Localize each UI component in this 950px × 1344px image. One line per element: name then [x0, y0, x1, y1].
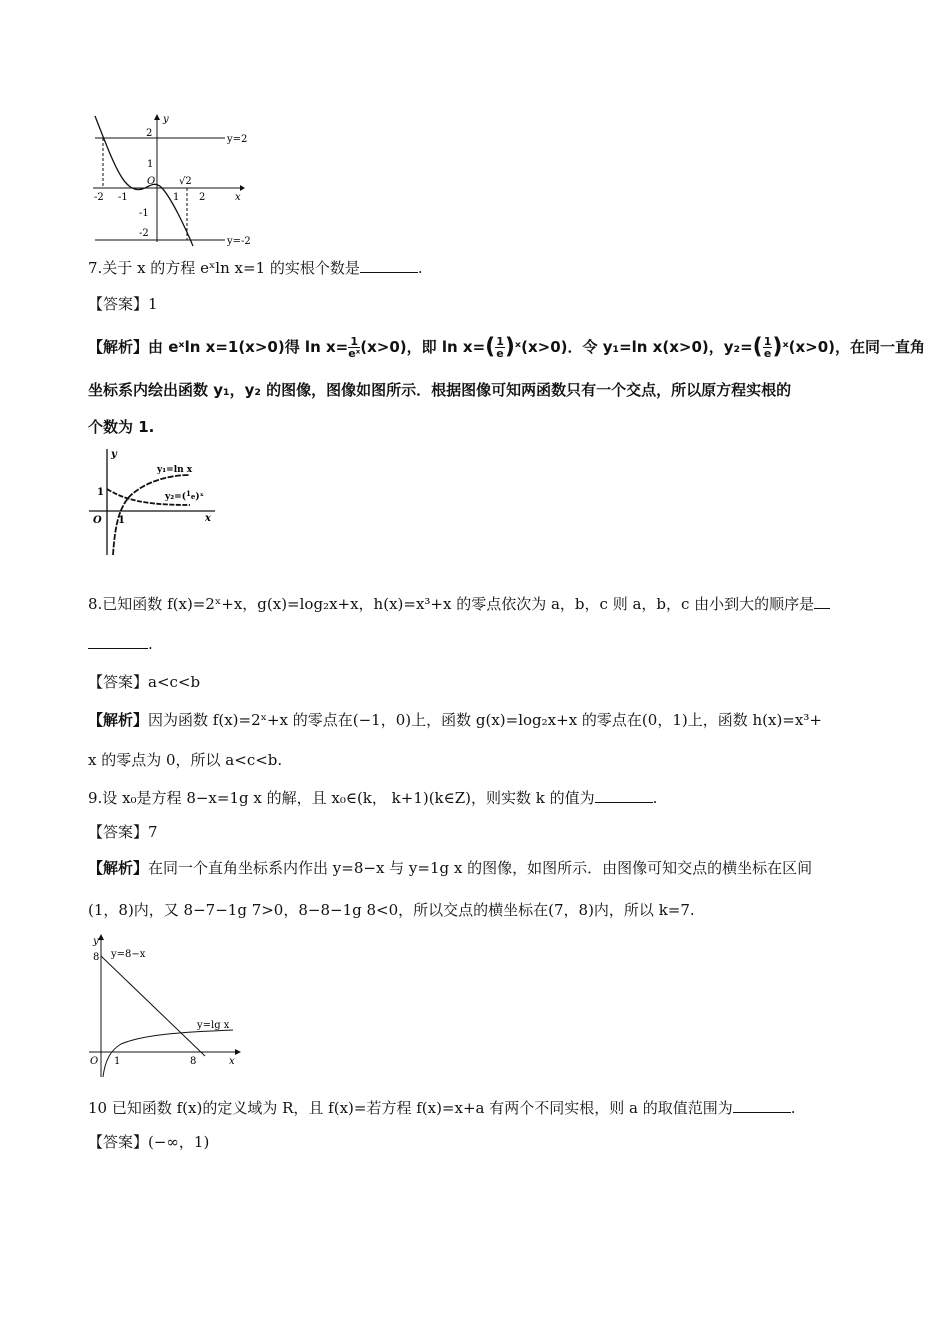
fig1-y-label: y: [163, 114, 169, 125]
fig2-label-y1: y₁=ln x: [157, 465, 193, 475]
fig2-x-label: x: [205, 513, 211, 524]
fig1-tick-x-minus2: -2: [94, 192, 104, 203]
fig1-tick-x-2: 2: [199, 192, 206, 203]
line-y-equals-8-minus-x: [101, 956, 205, 1056]
curve-lg-x: [103, 1030, 233, 1077]
q8-answer: 【答案】a<c<b: [88, 673, 201, 691]
fig3-tick-x-8: 8: [190, 1056, 197, 1067]
q7-analysis-line2: 坐标系内绘出函数 y₁，y₂ 的图像，图像如图所示．根据图像可知两函数只有一个交点，所以原方程实根的: [88, 381, 792, 399]
fig3-label-line: y=8−x: [111, 949, 146, 960]
fig1-tick-y-2: 2: [146, 128, 153, 139]
fig1-tick-y-minus1: -1: [139, 208, 149, 219]
q8-question-line1: 8.已知函数 f(x)=2ˣ+x，g(x)=log₂x+x，h(x)=x³+x 的零点依次为 a，b，c 则 a，b，c 由小到大的顺序是: [88, 594, 830, 614]
q7-analysis-line3: 个数为 1.: [88, 418, 155, 436]
fig1-tick-x-1: 1: [173, 192, 180, 203]
fig3-origin-label: O: [90, 1056, 99, 1067]
fig1-line-top-label: y=2: [227, 134, 248, 145]
q9-question: 9.设 x₀是方程 8−x=1g x 的解，且 x₀∈(k， k+1)(k∈Z)，则实数 k 的值为 .: [88, 789, 658, 807]
fig1-tick-sqrt2: √2: [179, 176, 192, 187]
fig2-origin-label: O: [93, 515, 102, 526]
q7-answer: [88, 294, 158, 314]
log-exp-graph-figure: [85, 445, 225, 560]
q7-analysis-line1: 【解析】由 eˣln x=1(x>0)得 ln x= $\frac{1}{\text{eˣ}}$ (x>0)，即 ln x=( $\frac{1}{e}$ )ˣ(x>0)．令 y₁=ln x(x>0)，y₂=( $\frac{1}{e}$ )ˣ(x>0)，在同一直角: [88, 334, 926, 360]
fig3-x-label: x: [229, 1056, 235, 1067]
line-log-graph-figure: [85, 932, 245, 1082]
fig2-tick-y-1: 1: [97, 487, 104, 498]
fig2-label-y2: y₂=($^1_e$)ˣ: [165, 489, 204, 502]
fraction: $\frac{1}{\text{eˣ}}$: [348, 335, 361, 360]
fig1-tick-x-minus1: -1: [118, 192, 128, 203]
answer-label: 【答案】: [88, 295, 149, 313]
fig1-line-bottom-label: y=-2: [227, 236, 251, 247]
q8-analysis-line2: x 的零点为 0，所以 a<c<b.: [88, 751, 283, 769]
fig3-label-log: y=lg x: [197, 1020, 230, 1031]
fig3-tick-x-1: 1: [114, 1056, 121, 1067]
fig3-y-label: y: [93, 936, 99, 947]
q8-question-line2: .: [88, 634, 153, 654]
fig1-tick-y-1: 1: [147, 159, 154, 170]
q9-answer: 【答案】7: [88, 823, 158, 841]
fig1-origin-label: O: [147, 176, 156, 187]
fig1-tick-y-minus2: -2: [139, 228, 149, 239]
q10-question: 10 已知函数 f(x)的定义域为 R，且 f(x)=若方程 f(x)=x+a 有两个不同实根，则 a 的取值范围为 .: [88, 1099, 796, 1117]
fig2-tick-x-1: 1: [118, 515, 125, 526]
q8-analysis-line1: 【解析】因为函数 f(x)=2ˣ+x 的零点在(−1，0)上，函数 g(x)=log₂x+x 的零点在(0，1)上，函数 h(x)=x³+: [88, 711, 822, 729]
q9-analysis-line1: 【解析】在同一个直角坐标系内作出 y=8−x 与 y=1g x 的图像，如图所示．由图像可知交点的横坐标在区间: [88, 859, 813, 877]
q10-answer: 【答案】(−∞，1): [88, 1133, 210, 1151]
q9-analysis-line2: (1，8)内，又 8−7−1g 7>0，8−8−1g 8<0，所以交点的横坐标在(7，8)内，所以 k=7.: [88, 901, 695, 919]
fig2-y-label: y: [111, 449, 117, 460]
fig3-tick-y-8: 8: [93, 952, 100, 963]
answer-value: 1: [148, 295, 158, 313]
cubic-graph-figure: [85, 112, 255, 247]
q7-question: 7.关于 x 的方程 eˣln x=1 的实根个数是 .: [88, 259, 423, 277]
fig1-x-label: x: [235, 192, 241, 203]
